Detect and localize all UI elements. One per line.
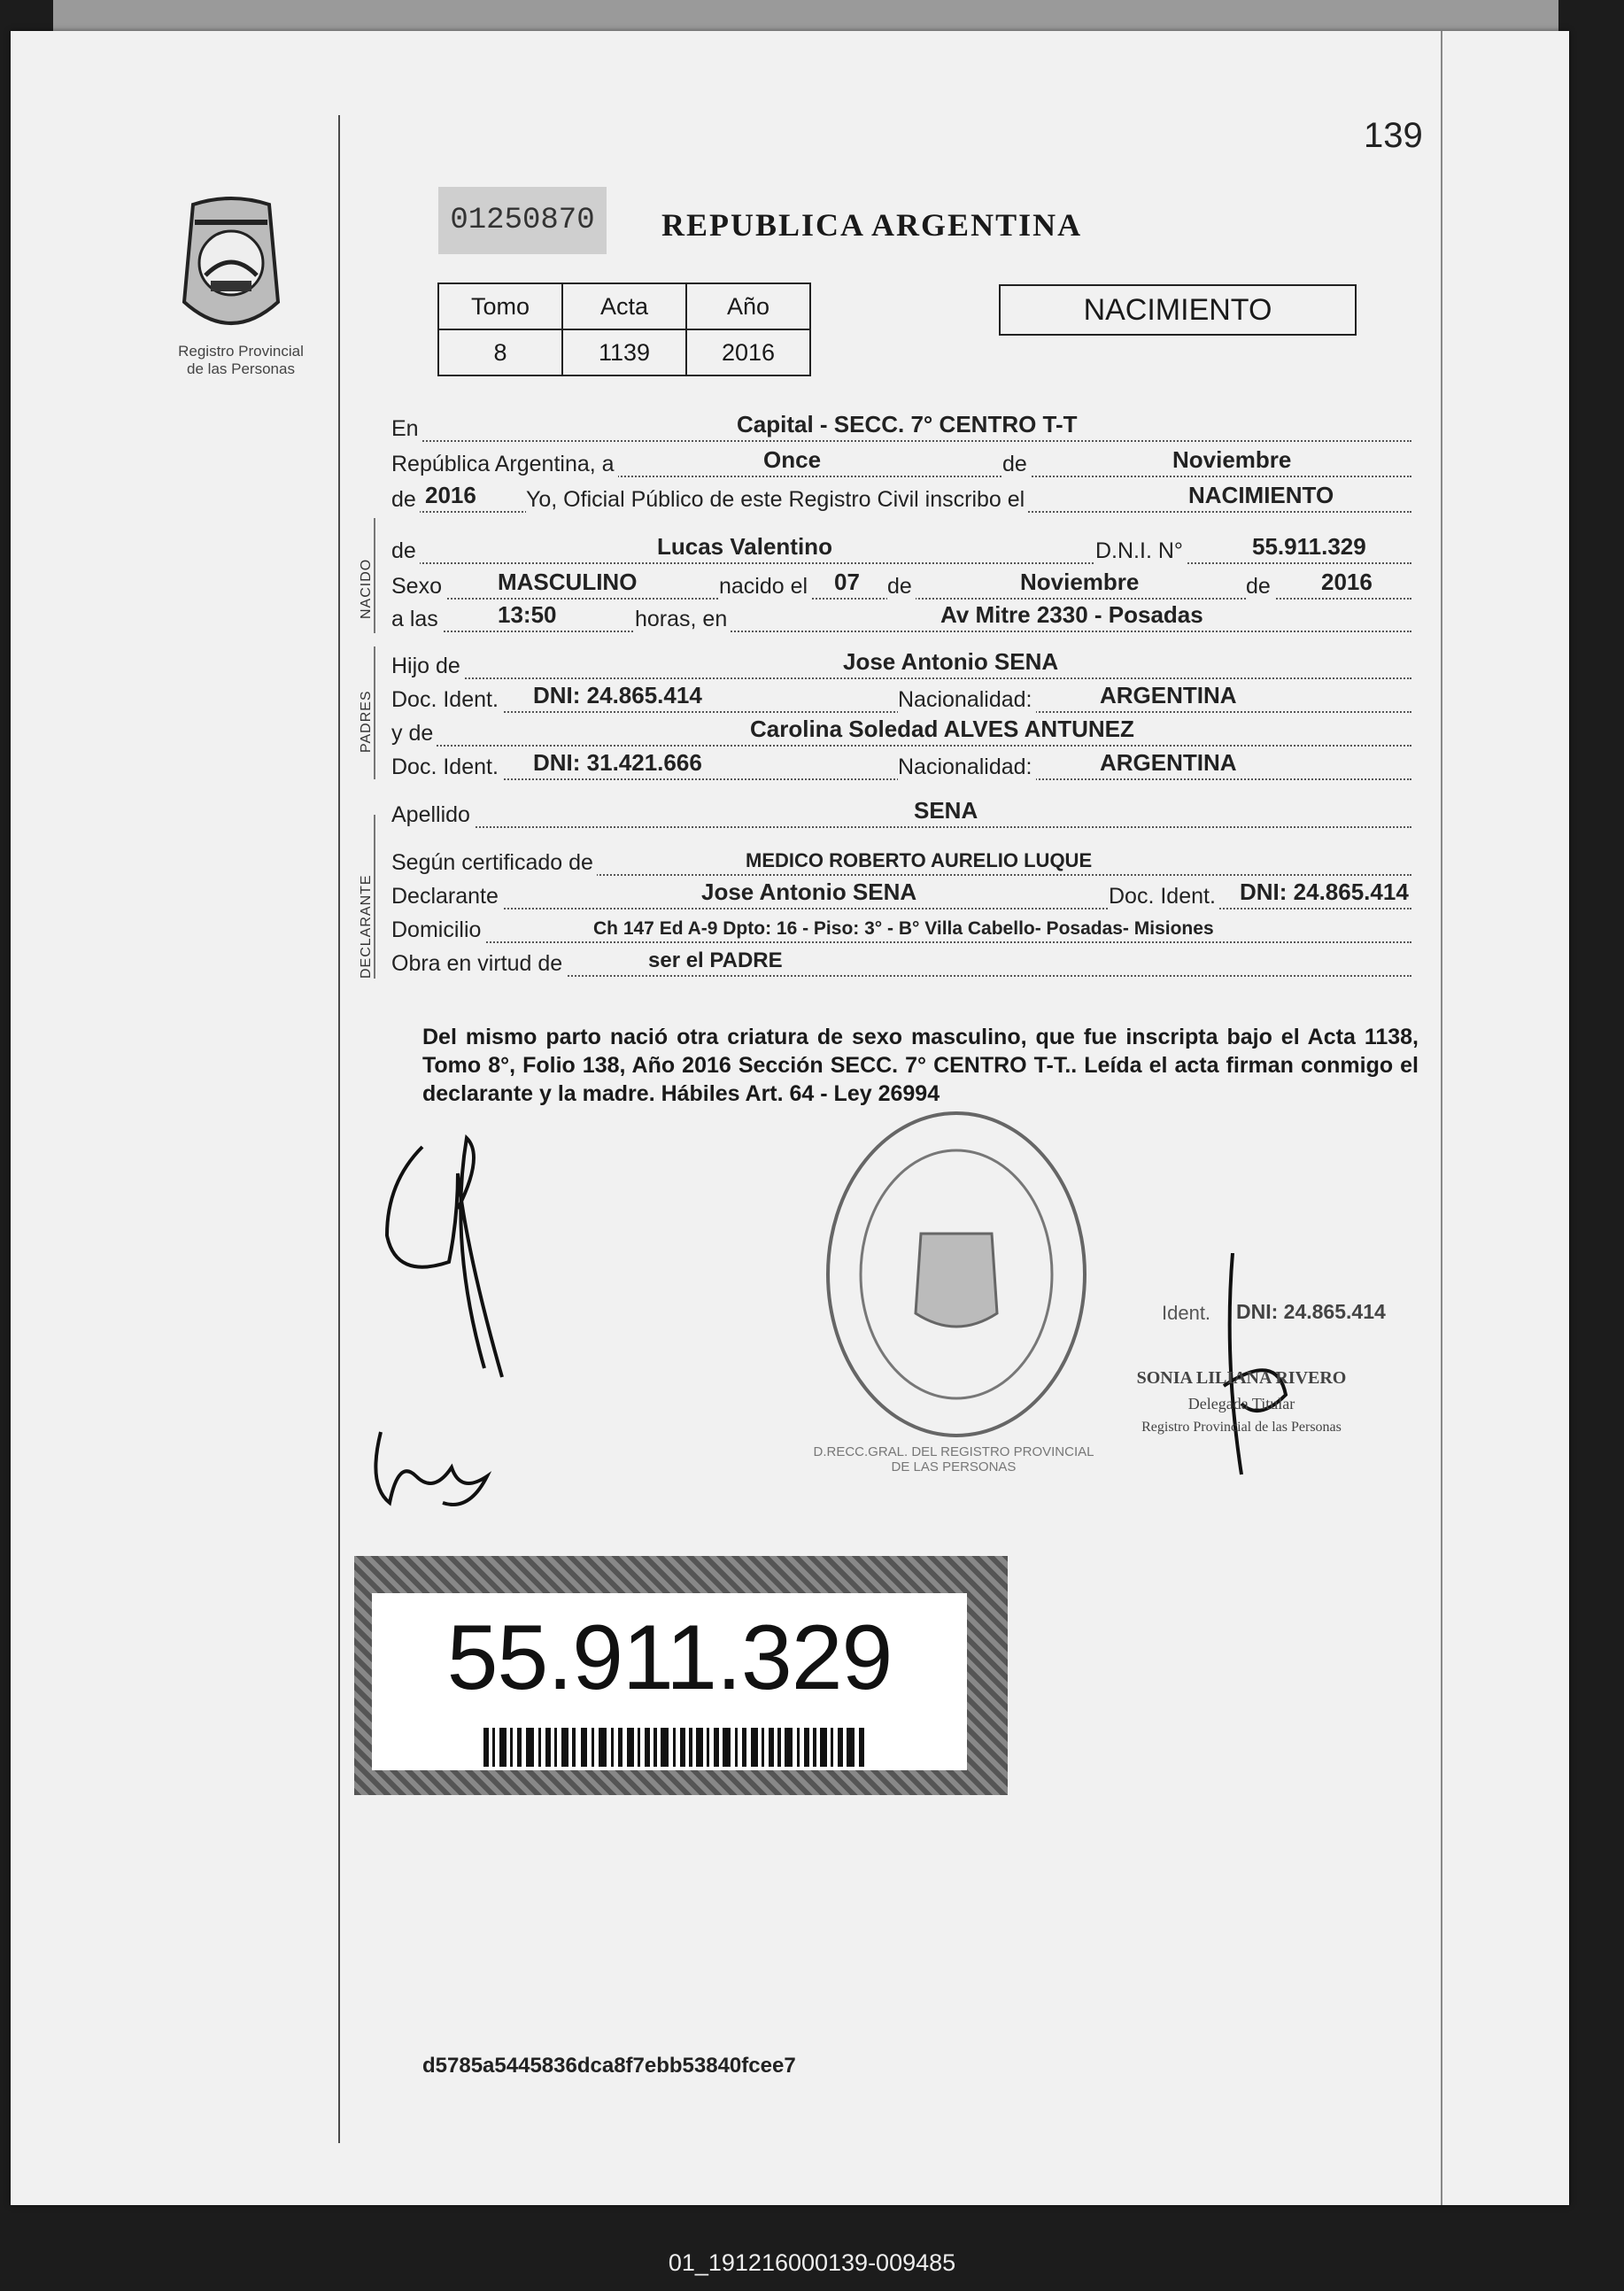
child-name: Lucas Valentino [657,533,832,560]
year-value: 2016 [425,482,476,508]
officer-role: Delegada Titular [1187,1395,1295,1413]
table-cell-ano: 2016 [686,329,810,375]
document-title: REPUBLICA ARGENTINA [661,207,1083,243]
officer-office: Registro Provincial de las Personas [1141,1420,1342,1435]
barcode-sticker [354,1556,1008,1795]
barcode-number: 55.911.329 [446,1606,893,1709]
domicilio-label: Domicilio [391,917,484,943]
en-label: En [391,416,422,442]
declarant-doc: DNI: 24.865.414 [1240,878,1409,905]
row-year [391,483,1411,518]
left-margin-rule [338,115,340,2143]
annotation-note: Del mismo parto nació otra criatura de sexo masculino, que fue inscripta bajo el Acta 1138, Tomo 8°, Folio 138, Año 2016 Sección SECC. 7° CENTRO T-T.. Leída el acta firman conmigo el declarante y la madre. Hábiles Art. 64 - Ley 26994 [422,1025,1419,1106]
dni-label: D.N.I. N° [1095,538,1187,564]
page-number: 139 [1364,116,1423,155]
child-dni: 55.911.329 [1252,533,1366,560]
father-doc: DNI: 24.865.414 [533,682,702,708]
row-address [391,913,1411,948]
certificate-value: MEDICO ROBERTO AURELIO LUQUE [746,849,1093,871]
official-text: Yo, Oficial Público de este Registro Civil inscribo el [526,487,1028,513]
father-name: Jose Antonio SENA [843,648,1059,675]
row-mother [391,716,1411,752]
row-father-doc [391,683,1411,718]
republic-label: República Argentina, a [391,452,618,477]
row-name [391,534,1411,569]
birth-year: 2016 [1321,569,1373,595]
apellido-label: Apellido [391,802,474,828]
table-cell-acta: 1139 [562,329,686,375]
mother-signature-icon [363,1423,496,1521]
doc-label-2: Doc. Ident. [391,755,502,780]
de-label-5: de [1246,574,1274,600]
row-mother-doc [391,750,1411,786]
month-value: Noviembre [1172,446,1292,473]
table-cell-tomo: 8 [438,329,562,375]
barcode-label [372,1593,967,1770]
birth-place: Av Mitre 2330 - Posadas [940,601,1203,628]
de-label-4: de [887,574,916,600]
row-date [391,447,1411,483]
row-capacity [391,947,1411,982]
nationality-label: Nacionalidad: [898,687,1036,713]
nacido-label: nacido el [719,574,811,600]
row-surname [391,798,1411,833]
de-label-3: de [391,538,420,564]
cert-label: Según certificado de [391,850,597,876]
barcode-icon [483,1728,864,1767]
officer-name: SONIA LILIANA RIVERO [1136,1368,1347,1388]
birth-certificate-page [11,31,1569,2205]
seal-text: D.RECC.GRAL. DEL REGISTRO PROVINCIAL DE LAS PERSONAS [813,1444,1094,1474]
mother-doc: DNI: 31.421.666 [533,749,702,776]
registry-label-line1: Registro Provincial [178,343,304,360]
province-emblem-icon [175,196,287,337]
nationality-label-2: Nacionalidad: [898,755,1036,780]
right-margin-rule [1441,31,1442,2205]
doc-label: Doc. Ident. [391,687,502,713]
alas-label: a las [391,607,442,632]
declarant-doc-label: Doc. Ident. [1109,884,1219,909]
registry-label-line2: de las Personas [187,360,295,377]
address-value: Ch 147 Ed A-9 Dpto: 16 - Piso: 3° - B° Villa Cabello- Posadas- Misiones [593,918,1214,939]
row-father [391,649,1411,685]
row-certificate [391,846,1411,881]
serial-number: 01250870 [438,187,607,254]
table-header-acta: Acta [562,283,686,329]
official-seal-icon [824,1110,1089,1439]
obra-label: Obra en virtud de [391,951,566,977]
father-nationality: ARGENTINA [1100,682,1237,708]
surname-value: SENA [914,797,978,824]
section-label-born: NACIDO [359,558,374,619]
registry-label [143,343,338,378]
table-header-ano: Año [686,283,810,329]
day-value: Once [763,446,822,473]
sexo-label: Sexo [391,574,445,600]
declarant-name: Jose Antonio SENA [701,878,917,905]
section-label-declarant: DECLARANTE [359,874,374,979]
birth-time: 13:50 [498,601,557,628]
act-word-value: NACIMIENTO [1188,482,1334,508]
hijo-label: Hijo de [391,654,464,679]
row-place [391,412,1411,447]
declarante-label: Declarante [391,884,502,909]
row-sex [391,569,1411,605]
birth-day: 07 [834,569,860,595]
officer-doc: DNI: 24.865.414 [1236,1300,1386,1323]
birth-month: Noviembre [1020,569,1140,595]
row-time [391,602,1411,638]
mother-name: Carolina Soledad ALVES ANTUNEZ [750,716,1134,742]
de-label: de [1002,452,1031,477]
capacity-value: ser el PADRE [648,948,783,972]
row-declarant [391,879,1411,915]
register-table [437,283,811,376]
table-header-tomo: Tomo [438,283,562,329]
officer-doc-label: Ident. [1162,1302,1211,1324]
place-value: Capital - SECC. 7° CENTRO T-T [737,411,1078,437]
document-hash: d5785a5445836dca8f7ebb53840fcee7 [422,2054,796,2078]
section-label-parents: PADRES [359,690,374,753]
yde-label: y de [391,721,437,747]
declarant-signature-icon [369,1129,537,1386]
mother-nationality: ARGENTINA [1100,749,1237,776]
sex-value: MASCULINO [498,569,638,595]
file-id-footer: 01_191216000139-009485 [668,2249,956,2276]
horas-label: horas, en [635,607,731,632]
act-type-box: NACIMIENTO [999,284,1357,336]
de-label-2: de [391,487,420,513]
